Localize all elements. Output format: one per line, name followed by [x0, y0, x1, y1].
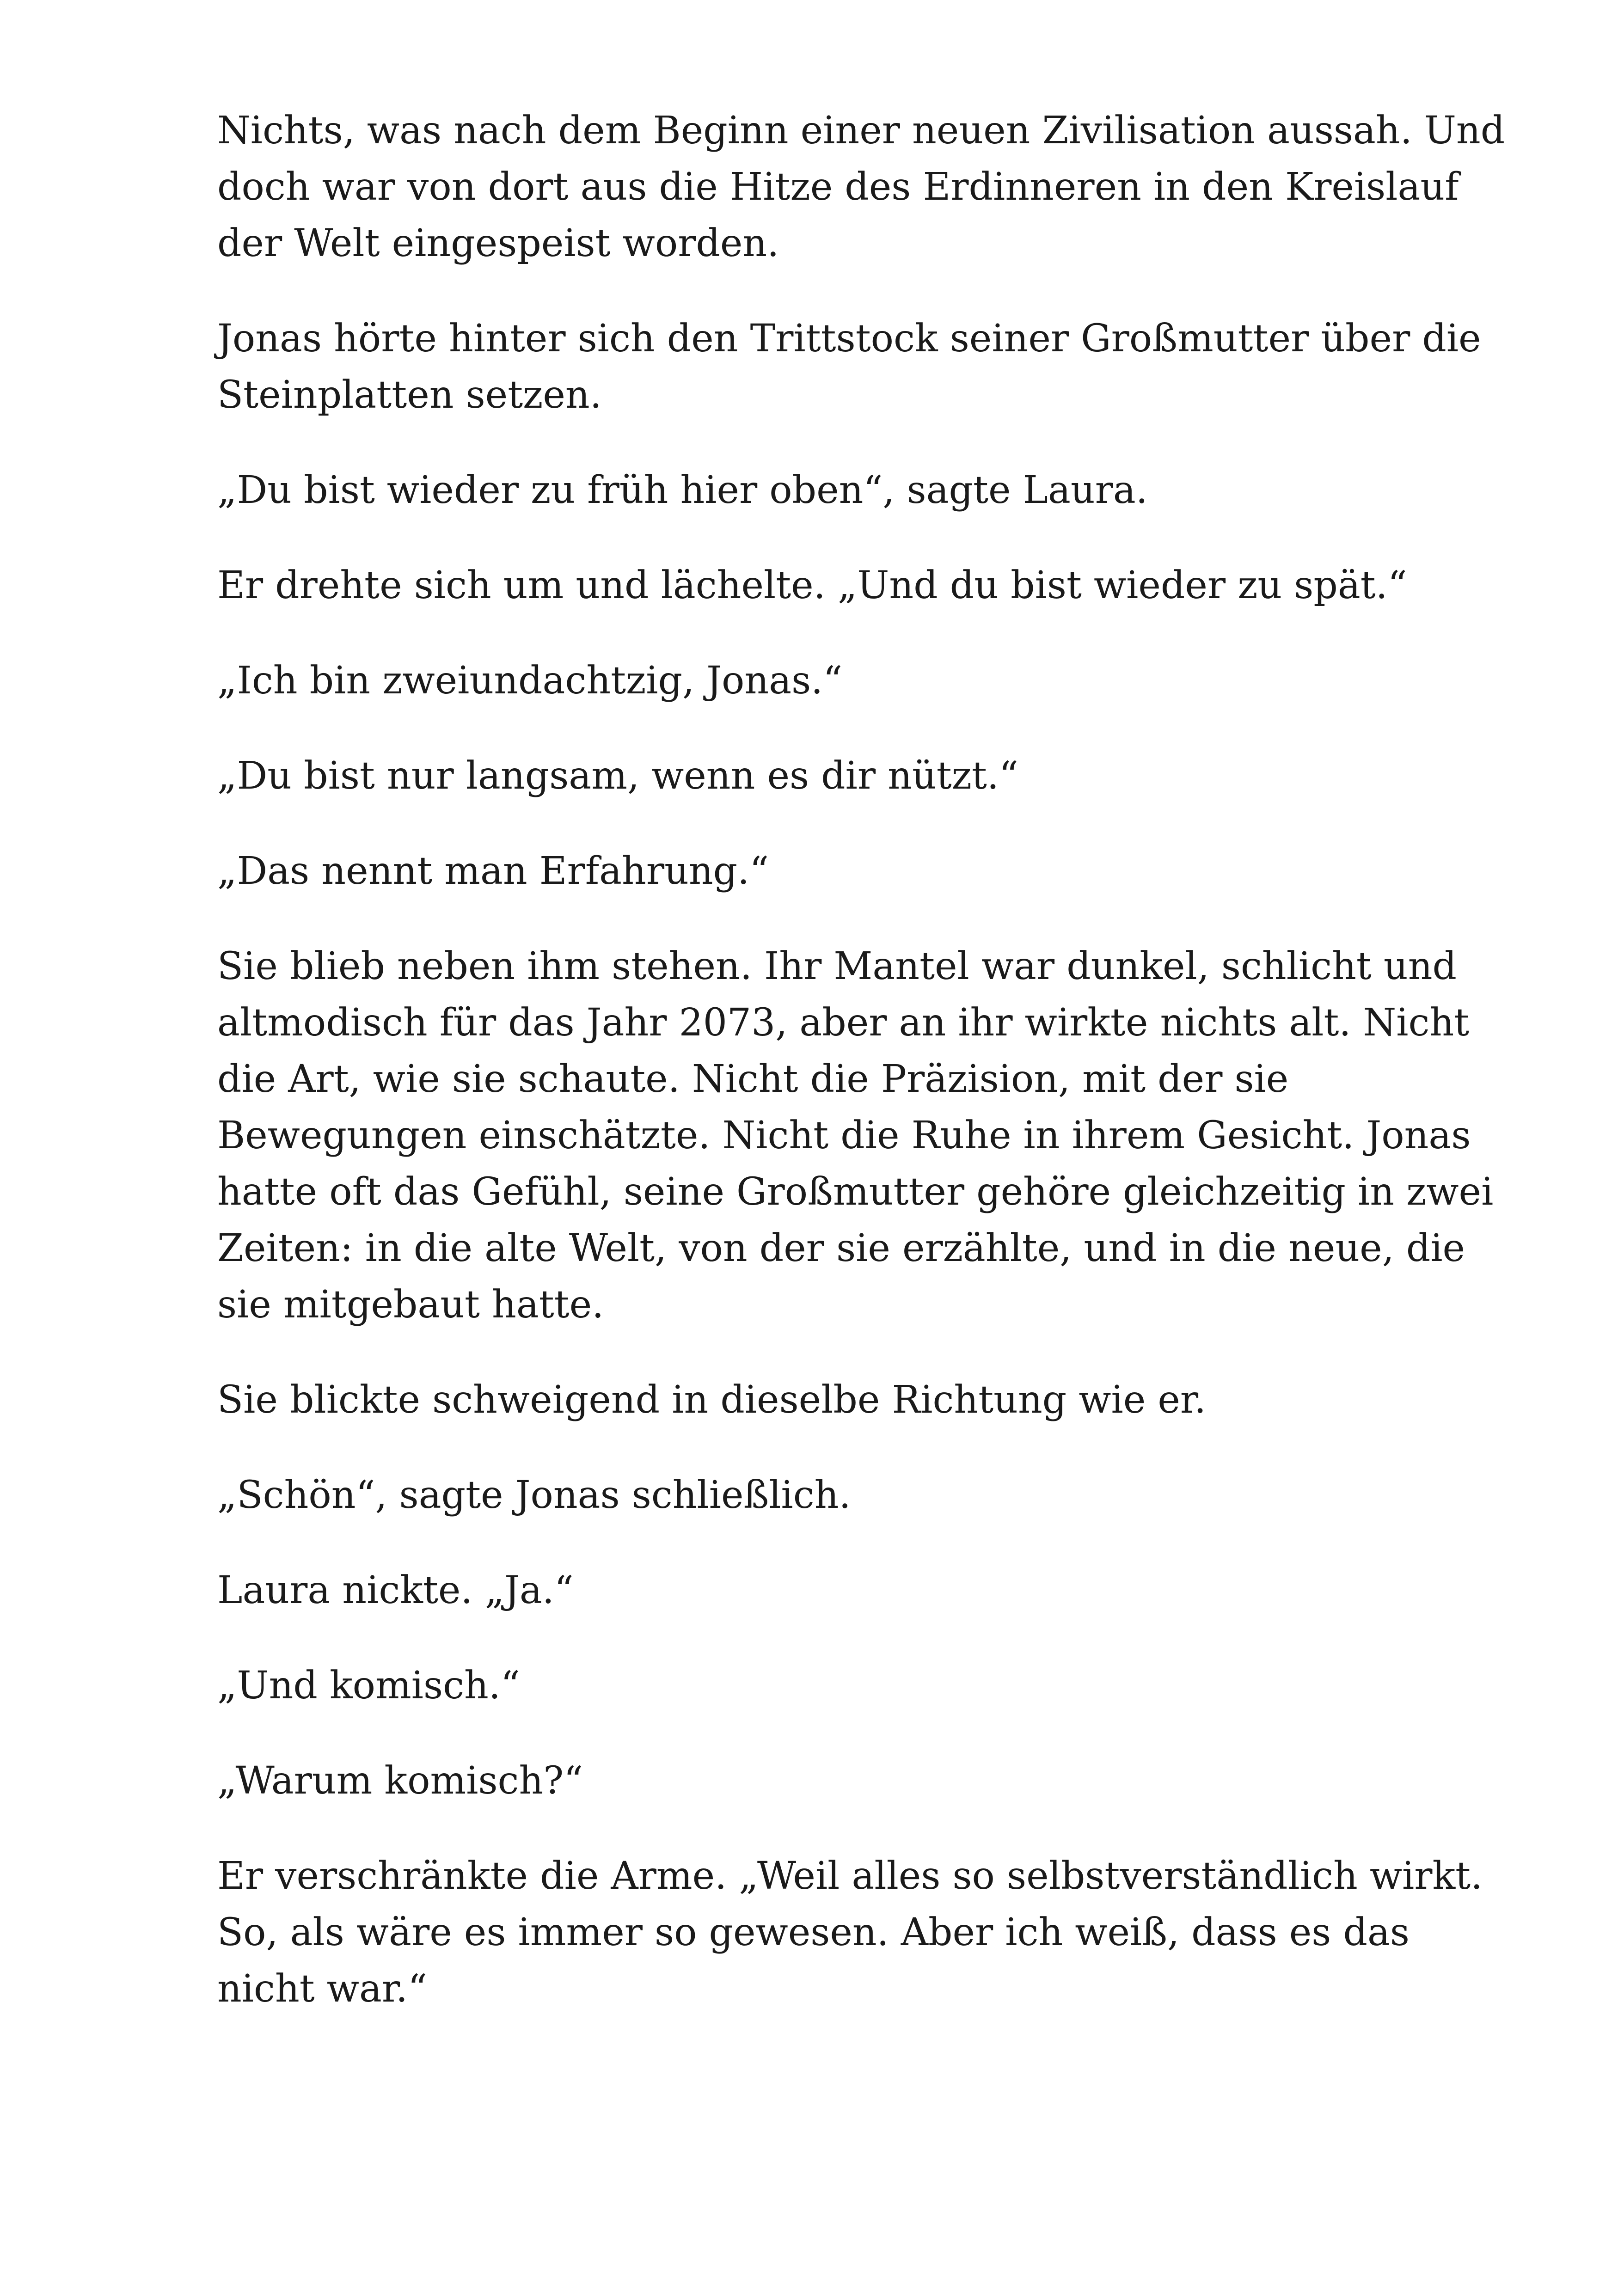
paragraph: „Ich bin zweiundachtzig, Jonas.“	[217, 659, 843, 703]
paragraph: Laura nickte. „Ja.“	[217, 1568, 574, 1612]
paragraph: „Du bist nur langsam, wenn es dir nützt.“	[217, 754, 1018, 798]
paragraph: „Und komisch.“	[217, 1664, 520, 1708]
paragraph: „Du bist wieder zu früh hier oben“, sagte Laura.	[217, 468, 1148, 512]
paragraph: Sie blieb neben ihm stehen. Ihr Mantel war dunkel, schlicht und altmodisch für das Jahr 2073, aber an ihr wirkte nichts alt. Nicht die Art, wie sie schaute. Nicht die Präzision, mit der sie Bewegungen einschätzte. Nicht die Ruhe in ihrem Gesicht. Jonas hatte oft das Gefühl, seine Großmutter gehöre gleichzeitig in zwei Zeiten: in die alte Welt, von der sie erzählte, und in die neue, die sie mitgebaut hatte.	[217, 944, 1494, 1327]
paragraph: „Warum komisch?“	[217, 1759, 583, 1803]
paragraph: Er drehte sich um und lächelte. „Und du bist wieder zu spät.“	[217, 563, 1407, 607]
paragraph: „Das nennt man Erfahrung.“	[217, 849, 769, 893]
paragraph: Nichts, was nach dem Beginn einer neuen Zivilisation aussah. Und doch war von dort aus die Hitze des Erdinneren in den Kreislauf der Welt eingespeist worden.	[217, 109, 1505, 265]
paragraph: Jonas hörte hinter sich den Trittstock seiner Großmutter über die Steinplatten setzen.	[217, 317, 1481, 417]
paragraph: Sie blickte schweigend in dieselbe Richtung wie er.	[217, 1378, 1207, 1422]
paragraph: Er verschränkte die Arme. „Weil alles so selbstverständlich wirkt. So, als wäre es immer so gewesen. Aber ich weiß, dass es das nicht war.“	[217, 1854, 1483, 2011]
paragraph: „Schön“, sagte Jonas schließlich.	[217, 1473, 851, 1517]
text-body	[217, 103, 1512, 2056]
